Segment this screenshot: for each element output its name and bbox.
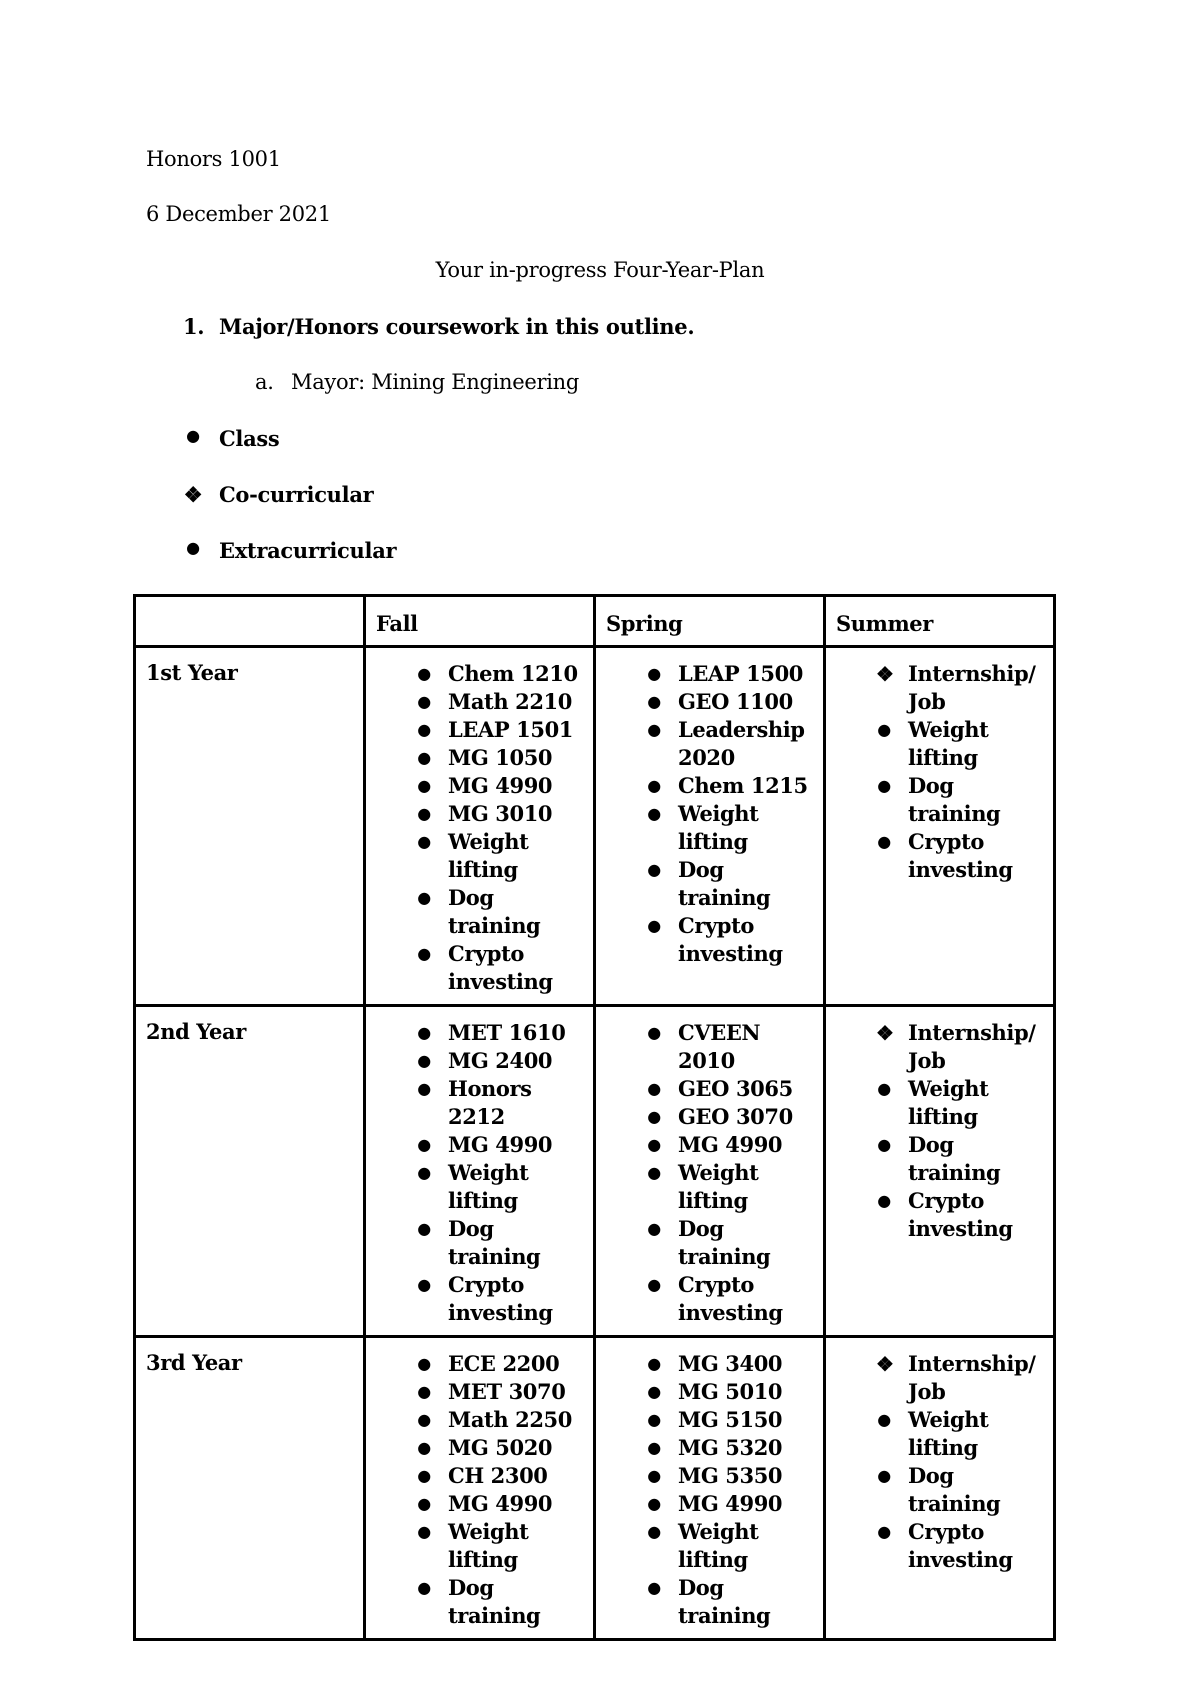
term-cell-spring [595,1006,825,1337]
list-item [834,1131,1045,1187]
bullet-icon: ● [417,1079,431,1098]
item-text: MG 4990 [678,1132,783,1157]
list-item [604,1103,815,1131]
item-text: ECE 2200 [448,1351,560,1376]
item-text: Crypto investing [678,1272,783,1325]
item-text: Dog training [678,1216,771,1269]
list-item [374,1215,585,1271]
list-item [374,940,585,996]
list-item [604,1019,815,1075]
list-item [834,1462,1045,1518]
list-item [604,1159,815,1215]
bullet-icon: ● [877,1522,891,1541]
list-item [374,1434,585,1462]
item-text: Weight lifting [908,1076,989,1129]
item-text: MG 4990 [448,1132,553,1157]
four-year-plan-table [133,594,1056,1641]
bullet-icon: ● [417,1494,431,1513]
table-header-row [135,596,1055,647]
list-item [834,772,1045,828]
item-text: Internship/ Job [908,661,1036,714]
bullet-icon: ● [877,720,891,739]
bullet-icon: ● [647,804,661,823]
bullet-icon: ● [647,916,661,935]
list-item [604,800,815,856]
diamond-bullet-icon: ❖ [876,662,894,686]
item-text: MG 3400 [678,1351,783,1376]
list-item [604,1490,815,1518]
item-text: Dog training [908,1463,1001,1516]
bullet-icon: ● [186,426,200,445]
term-item-list [604,1350,815,1630]
bullet-icon: ● [877,1079,891,1098]
item-text: LEAP 1501 [448,717,574,742]
item-text: MET 3070 [448,1379,566,1404]
item-text: MG 4990 [448,773,553,798]
item-text: GEO 1100 [678,689,793,714]
outline-item-number: 1. [183,314,205,339]
item-text: Honors 2212 [448,1076,532,1129]
term-item-list [374,1019,585,1327]
bullet-icon: ● [877,1410,891,1429]
term-item-list [604,660,815,968]
item-text: MG 5350 [678,1463,783,1488]
term-item-list [374,660,585,996]
term-cell-fall [365,647,595,1006]
bullet-icon: ● [647,1107,661,1126]
list-item [604,856,815,912]
bullet-icon: ● [877,1466,891,1485]
item-text: MG 1050 [448,745,553,770]
item-text: Dog training [448,885,541,938]
outline-subitem-letter: a. [255,370,274,394]
outline-item-text: Major/Honors coursework in this outline. [219,314,695,339]
list-item [374,1271,585,1327]
table-row [135,647,1055,1006]
document-title: Your in-progress Four-Year-Plan [435,258,765,282]
bullet-icon: ● [647,1275,661,1294]
bullet-icon: ● [647,1382,661,1401]
item-text: MG 5150 [678,1407,783,1432]
list-item [834,660,1045,716]
bullet-icon: ● [647,1466,661,1485]
bullet-icon: ● [417,804,431,823]
list-item [604,1574,815,1630]
item-text: Dog training [678,1575,771,1628]
bullet-icon: ● [417,1275,431,1294]
item-text: Crypto investing [448,1272,553,1325]
bullet-icon: ● [877,832,891,851]
list-item [604,716,815,772]
list-item [604,1406,815,1434]
bullet-icon: ● [647,664,661,683]
bullet-icon: ● [417,1578,431,1597]
row-label: 3rd Year [135,1337,365,1640]
item-text: MG 5020 [448,1435,553,1460]
item-text: MG 5010 [678,1379,783,1404]
list-item [374,688,585,716]
item-text: Crypto investing [908,829,1013,882]
bullet-icon: ● [417,776,431,795]
item-text: Weight lifting [448,1160,529,1213]
item-text: MG 4990 [448,1491,553,1516]
legend-label: Extracurricular [219,538,397,563]
bullet-icon: ● [417,1023,431,1042]
list-item [834,1406,1045,1462]
term-item-list [604,1019,815,1327]
item-text: Internship/ Job [908,1351,1036,1404]
list-item [374,1462,585,1490]
item-text: LEAP 1500 [678,661,804,686]
item-text: Dog training [448,1575,541,1628]
bullet-icon: ● [647,1219,661,1238]
bullet-icon: ● [647,692,661,711]
list-item [374,660,585,688]
list-item [604,912,815,968]
item-text: Weight lifting [678,1519,759,1572]
bullet-icon: ● [877,776,891,795]
item-text: Weight lifting [678,1160,759,1213]
document-date: 6 December 2021 [146,202,331,226]
header-cell-fall: Fall [365,596,595,647]
list-item [834,1518,1045,1574]
diamond-bullet-icon: ❖ [876,1352,894,1376]
bullet-icon: ● [417,944,431,963]
diamond-bullet-icon: ❖ [183,482,203,507]
list-item [374,1490,585,1518]
list-item [604,1378,815,1406]
item-text: Crypto investing [908,1188,1013,1241]
bullet-icon: ● [647,1163,661,1182]
course-name: Honors 1001 [146,147,281,171]
item-text: Weight lifting [678,801,759,854]
bullet-icon: ● [647,860,661,879]
header-cell-spring: Spring [595,596,825,647]
list-item [374,1350,585,1378]
term-cell-spring [595,647,825,1006]
diamond-bullet-icon: ❖ [876,1021,894,1045]
list-item [604,1075,815,1103]
term-cell-summer [825,647,1055,1006]
item-text: Math 2250 [448,1407,572,1432]
bullet-icon: ● [647,720,661,739]
list-item [604,1462,815,1490]
bullet-icon: ● [417,1219,431,1238]
item-text: Crypto investing [678,913,783,966]
bullet-icon: ● [417,1522,431,1541]
item-text: Crypto investing [908,1519,1013,1572]
list-item [604,1271,815,1327]
item-text: Leadership 2020 [678,717,805,770]
item-text: Weight lifting [448,1519,529,1572]
bullet-icon: ● [417,664,431,683]
term-cell-summer [825,1337,1055,1640]
list-item [834,716,1045,772]
list-item [374,1406,585,1434]
item-text: Chem 1215 [678,773,808,798]
bullet-icon: ● [647,1354,661,1373]
list-item [374,744,585,772]
list-item [374,1574,585,1630]
list-item [374,1047,585,1075]
item-text: MG 5320 [678,1435,783,1460]
list-item [374,1159,585,1215]
bullet-icon: ● [417,1466,431,1485]
term-cell-spring [595,1337,825,1640]
item-text: CH 2300 [448,1463,548,1488]
list-item [834,1350,1045,1406]
list-item [604,1434,815,1462]
bullet-icon: ● [877,1135,891,1154]
list-item [374,716,585,744]
item-text: Math 2210 [448,689,572,714]
item-text: MG 4990 [678,1491,783,1516]
list-item [374,1378,585,1406]
term-cell-fall [365,1337,595,1640]
row-label: 2nd Year [135,1006,365,1337]
legend-label: Class [219,426,280,451]
legend-label: Co-curricular [219,482,374,507]
item-text: GEO 3070 [678,1104,793,1129]
bullet-icon: ● [417,720,431,739]
bullet-icon: ● [417,1163,431,1182]
bullet-icon: ● [417,1438,431,1457]
item-text: MG 2400 [448,1048,553,1073]
list-item [374,1075,585,1131]
bullet-icon: ● [647,1438,661,1457]
bullet-icon: ● [647,1494,661,1513]
bullet-icon: ● [186,538,200,557]
list-item [604,772,815,800]
term-cell-fall [365,1006,595,1337]
list-item [604,1131,815,1159]
bullet-icon: ● [417,1051,431,1070]
bullet-icon: ● [647,1135,661,1154]
term-cell-summer [825,1006,1055,1337]
list-item [834,1019,1045,1075]
row-label: 1st Year [135,647,365,1006]
bullet-icon: ● [417,1135,431,1154]
list-item [604,660,815,688]
list-item [604,1518,815,1574]
list-item [374,1518,585,1574]
term-item-list [374,1350,585,1630]
bullet-icon: ● [647,1023,661,1042]
table-row [135,1006,1055,1337]
list-item [604,688,815,716]
list-item [834,1187,1045,1243]
item-text: Dog training [908,773,1001,826]
term-item-list [834,660,1045,884]
bullet-icon: ● [417,692,431,711]
bullet-icon: ● [647,1410,661,1429]
term-item-list [834,1350,1045,1574]
list-item [604,1350,815,1378]
bullet-icon: ● [647,1578,661,1597]
list-item [374,800,585,828]
item-text: Dog training [678,857,771,910]
header-cell-summer: Summer [825,596,1055,647]
list-item [374,1019,585,1047]
item-text: Crypto investing [448,941,553,994]
item-text: MG 3010 [448,801,553,826]
item-text: Chem 1210 [448,661,578,686]
bullet-icon: ● [647,776,661,795]
outline-subitem-text: Mayor: Mining Engineering [291,370,580,394]
bullet-icon: ● [647,1079,661,1098]
list-item [604,1215,815,1271]
item-text: Weight lifting [908,717,989,770]
bullet-icon: ● [877,1191,891,1210]
bullet-icon: ● [417,1410,431,1429]
bullet-icon: ● [417,888,431,907]
item-text: Dog training [448,1216,541,1269]
list-item [834,1075,1045,1131]
bullet-icon: ● [417,748,431,767]
list-item [374,772,585,800]
bullet-icon: ● [417,1382,431,1401]
table-row [135,1337,1055,1640]
list-item [374,884,585,940]
item-text: MET 1610 [448,1020,566,1045]
item-text: Dog training [908,1132,1001,1185]
list-item [374,1131,585,1159]
item-text: Weight lifting [908,1407,989,1460]
item-text: Internship/ Job [908,1020,1036,1073]
bullet-icon: ● [647,1522,661,1541]
bullet-icon: ● [417,1354,431,1373]
item-text: Weight lifting [448,829,529,882]
list-item [834,828,1045,884]
bullet-icon: ● [417,832,431,851]
list-item [374,828,585,884]
item-text: GEO 3065 [678,1076,793,1101]
item-text: CVEEN 2010 [678,1020,761,1073]
term-item-list [834,1019,1045,1243]
header-cell-empty [135,596,365,647]
